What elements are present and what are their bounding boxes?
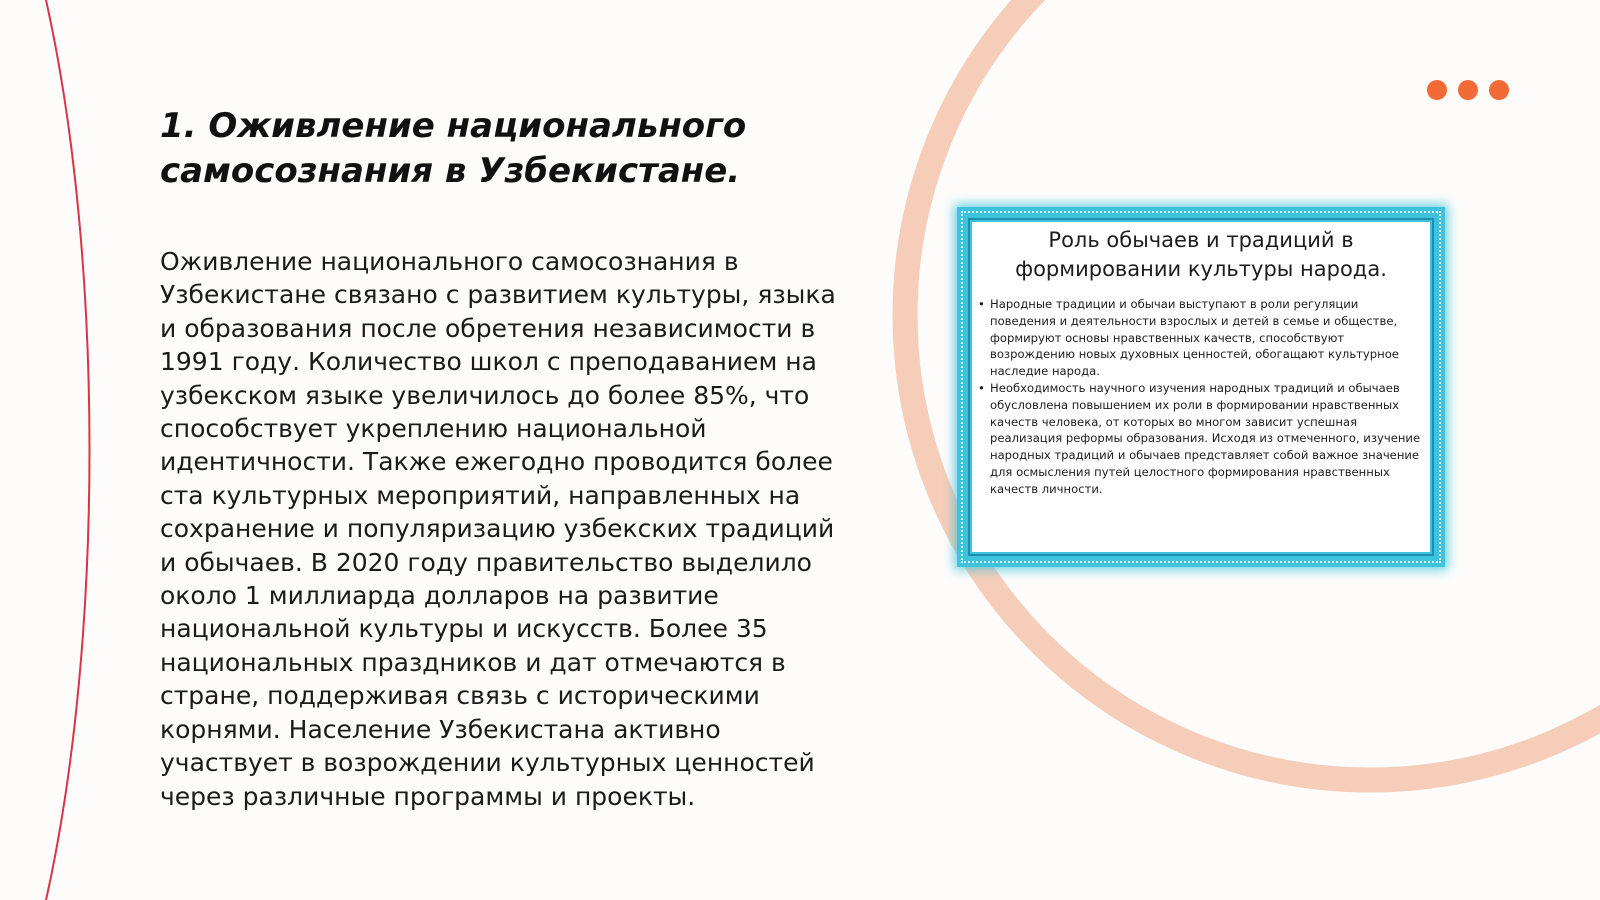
- slide-title: 1. Оживление национального самосознания в Узбекистане.: [160, 106, 747, 191]
- slide-body-text: Оживление национального самосознания в Узбекистане связано с развитием культуры, языка и образования после обретения независимости в 1991 году. Количество школ с преподаванием на узбекском языке увеличилось до более 85%, что способствует укреплению национальной идентичности. Также ежегодно проводится более ста культурных мероприятий, направленных на сохранение и популяризацию узбекских традиций и обычаев. В 2020 году правительство выделило около 1 миллиарда долларов на развитие национальной культуры и искусств. Более 35 национальных праздников и дат отмечаются в стране, поддерживая связь с историческими корнями. Население Узбекистана активно участвует в возрождении культурных ценностей через различные программы и проекты.: [160, 247, 836, 811]
- dot-icon: [1458, 80, 1478, 100]
- dot-icon: [1427, 80, 1447, 100]
- bullet-icon: •: [978, 297, 985, 311]
- image-panel-title: Роль обычаев и традиций в формировании культуры народа.: [1015, 228, 1387, 281]
- dot-icon: [1489, 80, 1509, 100]
- list-item-text: Народные традиции и обычаи выступают в роли регуляции поведения и деятельности взрослых и детей в семье и обществе, формируют основы нравственных качеств, способствуют возрождению новых духовных ценностей, обогащают культурное наследие народа.: [990, 297, 1399, 379]
- bullet-icon: •: [978, 380, 985, 395]
- left-curve-line: [46, 0, 90, 900]
- list-item: [978, 380, 1422, 498]
- image-panel-list: [972, 296, 1430, 498]
- list-item-text: Необходимость научного изучения народных традиций и обычаев обусловлена повышением их роли в формировании нравственных качеств человека, от которых во многом зависит успешная реализация реформы образования. Исходя из отмеченного, изучение народных традиций и обычаев представляет собой важное значение для осмысления путей целостного формирования нравственных качеств личности.: [990, 380, 1421, 496]
- three-dots-icon: [1427, 80, 1509, 100]
- image-panel-frame: [957, 207, 1445, 567]
- list-item: [978, 296, 1422, 380]
